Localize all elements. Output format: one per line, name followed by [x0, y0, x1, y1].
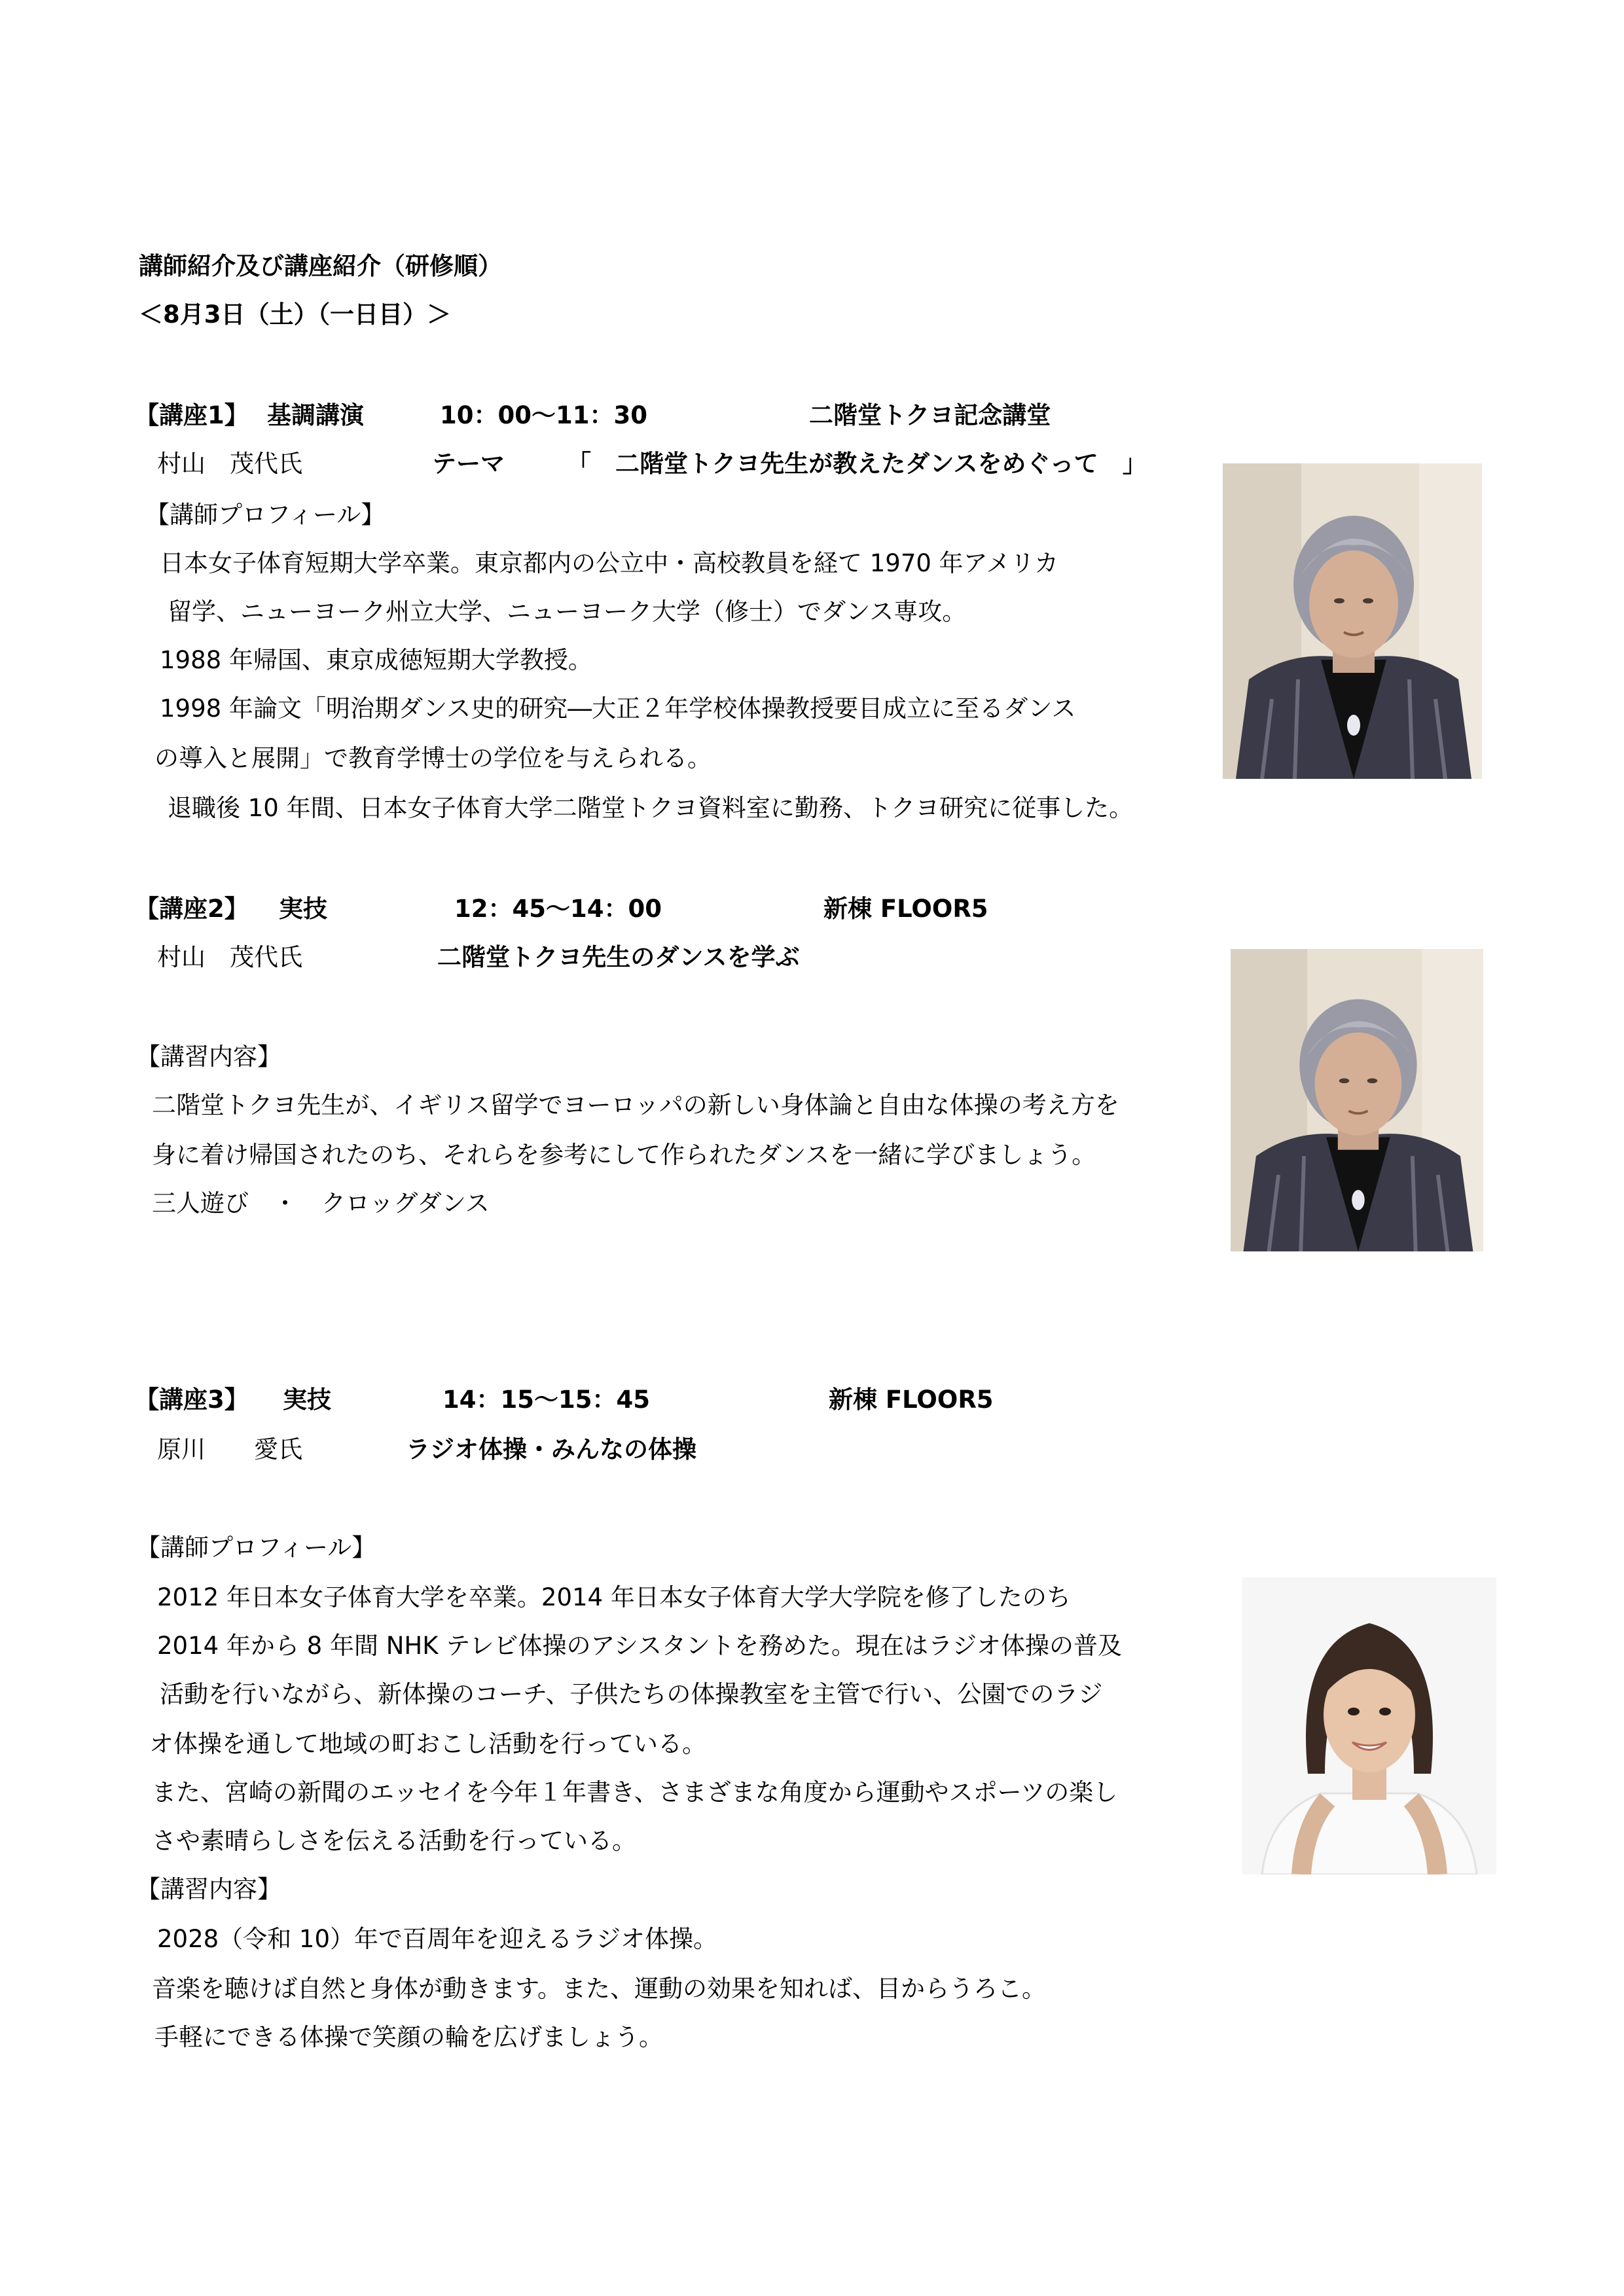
course3-content-line: 音楽を聴けば自然と身体が動きます。また、運動の効果を知れば、目からうろこ。: [152, 1975, 1047, 2003]
lecturer-photo-harakawa: [1242, 1577, 1496, 1874]
course3-title: ラジオ体操・みんなの体操: [406, 1435, 696, 1463]
course1-profile-line: の導入と展開」で教育学博士の学位を与えられる。: [154, 744, 712, 772]
course1-place: 二階堂トクヨ記念講堂: [809, 401, 1051, 429]
course3-type: 実技: [283, 1386, 331, 1414]
course1-lecturer: 村山 茂代氏: [157, 450, 302, 478]
course3-profile-line: 活動を行いながら、新体操のコーチ、子供たちの体操教室を主管で行い、公園でのラジ: [160, 1680, 1103, 1708]
course1-profile-line: 退職後 10 年間、日本女子体育大学二階堂トクヨ資料室に勤務、トクヨ研究に従事した。: [168, 794, 1134, 822]
course2-title: 二階堂トクヨ先生のダンスを学ぶ: [437, 943, 800, 971]
course1-profile-line: 1988 年帰国、東京成徳短期大学教授。: [160, 646, 592, 674]
course2-label: 【講座2】: [135, 895, 249, 923]
day-heading: ＜8月3日（土）（一日目）＞: [139, 300, 451, 329]
course3-content-line: 2028（令和 10）年で百周年を迎えるラジオ体操。: [157, 1925, 718, 1953]
course1-profile-heading: 【講師プロフィール】: [145, 501, 386, 529]
lecturer-photo-murayama-2: [1231, 949, 1483, 1251]
course1-profile-line: 留学、ニューヨーク州立大学、ニューヨーク大学（修士）でダンス専攻。: [168, 598, 967, 626]
course2-content-line: 身に着け帰国されたのち、それらを参考にして作られたダンスを一緒に学びましょう。: [152, 1141, 1096, 1169]
course3-profile-heading: 【講師プロフィール】: [136, 1534, 376, 1562]
course1-time: 10：00～11：30: [440, 401, 647, 429]
course2-time: 12：45～14：00: [454, 895, 662, 923]
course1-theme-label: テーマ: [432, 450, 505, 478]
page-title: 講師紹介及び講座紹介（研修順）: [139, 252, 502, 280]
course3-content-line: 手軽にできる体操で笑顔の輪を広げましょう。: [154, 2023, 663, 2051]
course2-content-line: 二階堂トクヨ先生が、イギリス留学でヨーロッパの新しい身体論と自由な体操の考え方を: [152, 1091, 1119, 1119]
lecturer-photo-murayama: [1223, 463, 1482, 779]
course3-label: 【講座3】: [135, 1386, 249, 1414]
course3-profile-line: また、宮崎の新聞のエッセイを今年１年書き、さまざまな角度から運動やスポーツの楽し: [152, 1778, 1118, 1806]
course1-profile-line: 日本女子体育短期大学卒業。東京都内の公立中・高校教員を経て 1970 年アメリカ: [160, 549, 1059, 577]
course2-type: 実技: [279, 895, 327, 923]
course1-theme: 「 二階堂トクヨ先生が教えたダンスをめぐって 」: [567, 450, 1147, 478]
course2-lecturer: 村山 茂代氏: [157, 943, 302, 971]
course3-content-heading: 【講習内容】: [136, 1875, 281, 1903]
course2-place: 新棟 FLOOR5: [823, 895, 988, 923]
course2-content-line: 三人遊び ・ クロッグダンス: [152, 1189, 490, 1217]
course3-time: 14：15～15：45: [442, 1386, 650, 1414]
course1-type: 基調講演: [267, 401, 364, 429]
course3-place: 新棟 FLOOR5: [829, 1386, 994, 1414]
course3-profile-line: さや素晴らしさを伝える活動を行っている。: [152, 1827, 636, 1855]
course3-lecturer: 原川 愛氏: [157, 1435, 302, 1463]
course3-profile-line: 2014 年から 8 年間 NHK テレビ体操のアシスタントを務めた。現在はラジオ体操の普及: [157, 1632, 1122, 1660]
course2-content-heading: 【講習内容】: [136, 1043, 281, 1071]
course1-label: 【講座1】: [135, 401, 249, 429]
course1-profile-line: 1998 年論文「明治期ダンス史的研究―大正２年学校体操教授要目成立に至るダンス: [160, 694, 1076, 723]
course3-profile-line: 2012 年日本女子体育大学を卒業。2014 年日本女子体育大学大学院を修了したのち: [157, 1583, 1071, 1611]
course3-profile-line: オ体操を通して地域の町おこし活動を行っている。: [149, 1730, 706, 1758]
